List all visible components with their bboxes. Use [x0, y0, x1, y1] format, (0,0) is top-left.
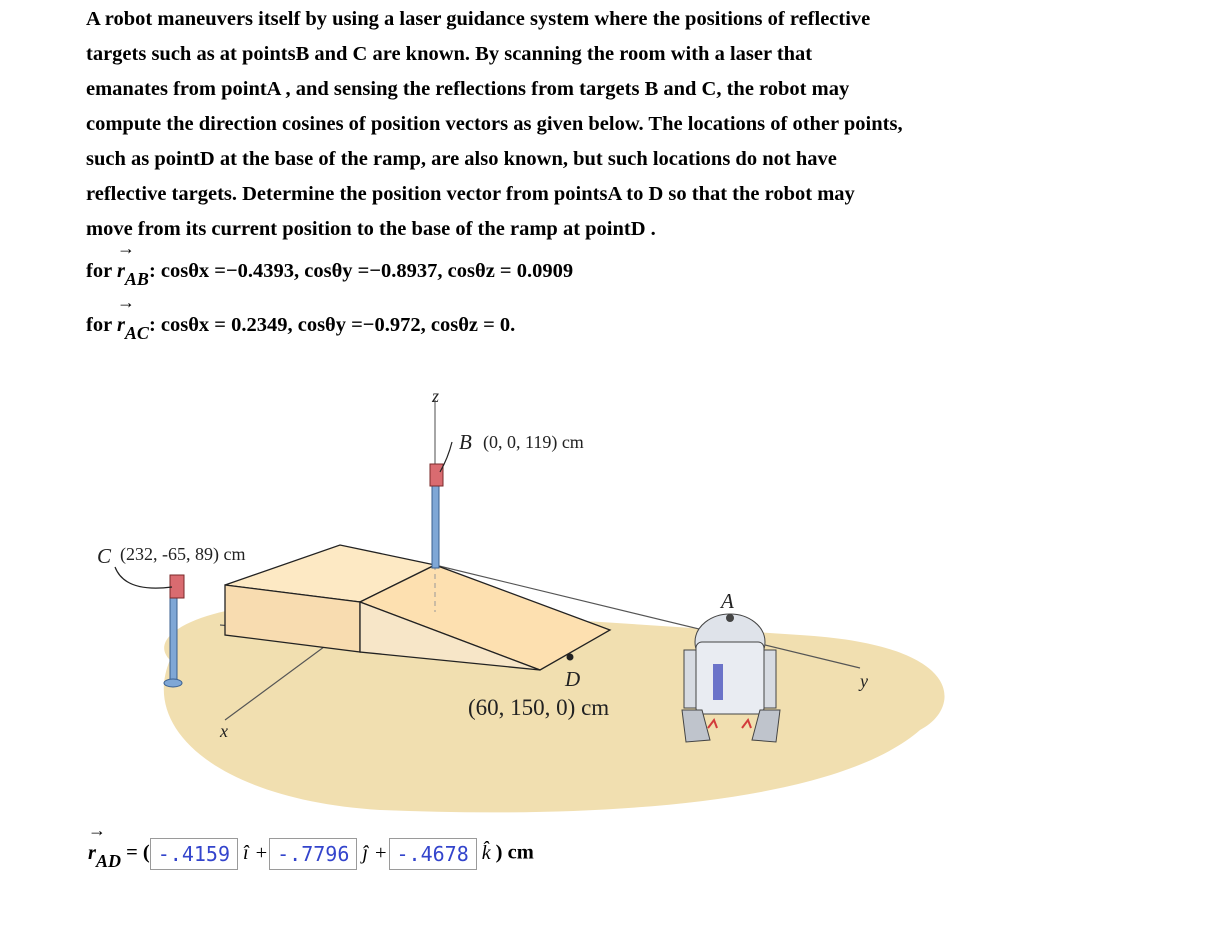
axis-x-label: x — [220, 721, 228, 741]
point-b-label: B — [459, 430, 472, 454]
equals-paren: = ( — [121, 841, 150, 864]
cosines-ac-values: : cosθx = 0.2349, cosθy =−0.972, cosθz = 0. — [148, 314, 516, 336]
vector-symbol: r — [88, 841, 96, 864]
i-component-input[interactable]: -.4159 — [150, 838, 238, 870]
vector-subscript: AC — [124, 323, 149, 343]
answer-row — [88, 819, 534, 878]
pole-c — [170, 585, 177, 685]
vector-symbol: r — [116, 260, 125, 282]
point-b-coords: (0, 0, 119) cm — [483, 432, 584, 452]
vector-subscript: AB — [124, 269, 149, 289]
vector-r-ac — [116, 292, 135, 337]
pole-c-base — [164, 679, 182, 687]
problem-line: reflective targets. Determine the position vector from pointsA to D so that the robot may — [86, 183, 855, 205]
unit-label: ) cm — [495, 841, 534, 864]
i-hat-icon: î — [243, 841, 249, 864]
problem-line: move from its current position to the base of the ramp at pointD . — [86, 218, 656, 240]
vector-arrow-icon: → — [88, 819, 106, 840]
problem-line: targets such as at pointsB and C are known. By scanning the room with a laser that — [86, 43, 813, 65]
j-hat-icon: ĵ — [362, 841, 368, 864]
point-d-dot — [567, 654, 574, 661]
problem-line: such as pointD at the base of the ramp, are also known, but such locations do not have — [86, 148, 837, 170]
problem-statement — [86, 2, 1086, 247]
problem-line: A robot maneuvers itself by using a laser guidance system where the positions of reflective — [86, 8, 871, 30]
leader-b — [440, 442, 452, 472]
direction-cosines-ab — [86, 238, 574, 310]
vector-arrow-icon: → — [116, 238, 135, 258]
point-d-label: D — [565, 667, 581, 691]
vector-arrow-icon: → — [116, 292, 135, 312]
k-hat-icon: k̂ — [481, 841, 491, 864]
vector-symbol: r — [116, 314, 125, 336]
j-component-input[interactable]: -.7796 — [269, 838, 357, 870]
problem-line: compute the direction cosines of position vectors as given below. The locations of other points, — [86, 113, 903, 135]
point-c-coords: (232, -65, 89) cm — [120, 544, 246, 564]
vector-r-ad — [88, 819, 106, 865]
plus-sign: + — [374, 841, 387, 864]
axis-z-label: z — [432, 386, 440, 406]
point-d-coords: (60, 150, 0) cm — [468, 695, 610, 720]
cosines-ab-values: : cosθx =−0.4393, cosθy =−0.8937, cosθz = 0.0909 — [148, 260, 574, 282]
reflector-b — [430, 464, 443, 486]
leader-c — [115, 567, 172, 588]
k-component-input[interactable]: -.4678 — [389, 838, 477, 870]
eq-prefix: for — [86, 314, 112, 336]
eq-prefix: for — [86, 260, 112, 282]
vector-r-ab — [116, 238, 135, 283]
vector-subscript: AD — [95, 850, 121, 871]
direction-cosines-ac — [86, 292, 516, 364]
point-c-label: C — [97, 544, 112, 568]
robot-ramp-figure — [80, 380, 950, 820]
axis-y-label: y — [860, 671, 868, 691]
problem-line: emanates from pointA , and sensing the reflections from targets B and C, the robot may — [86, 78, 850, 100]
point-a-label: A — [721, 589, 734, 613]
reflector-c — [170, 575, 184, 598]
plus-sign: + — [255, 841, 268, 864]
